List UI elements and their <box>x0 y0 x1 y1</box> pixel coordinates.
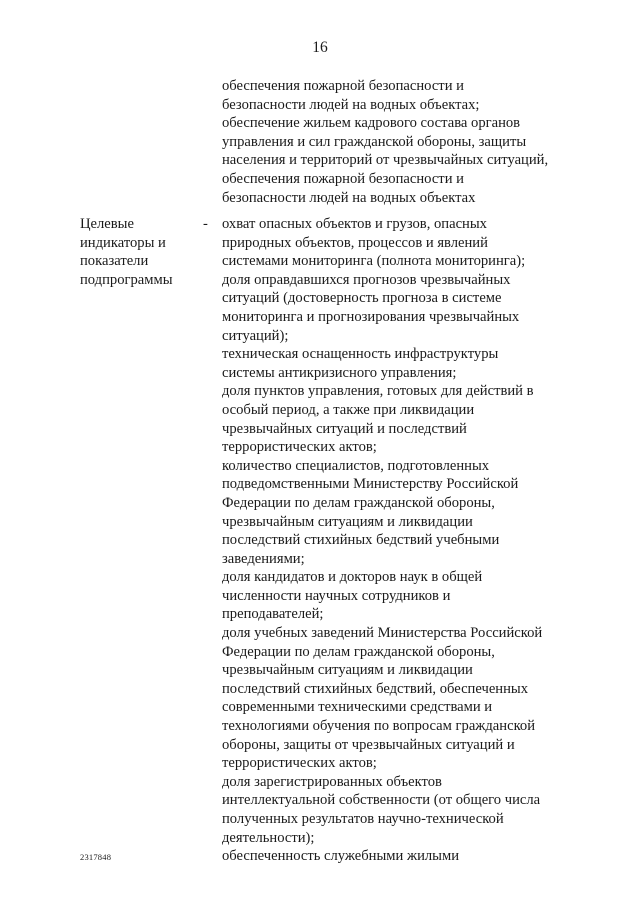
text-line: обеспечения пожарной безопасности и <box>222 170 464 187</box>
content-line: Федерации по делам гражданской обороны, <box>222 494 495 511</box>
document-code: 2317848 <box>80 852 112 862</box>
section-label <box>80 215 200 289</box>
content-line: террористических актов; <box>222 755 377 772</box>
content-line: деятельности); <box>222 829 315 846</box>
content-line: террористических актов; <box>222 439 377 456</box>
content-line: природных объектов, процессов и явлений <box>222 234 488 251</box>
content-line: Федерации по делам гражданской обороны, <box>222 643 495 660</box>
content-line: доля пунктов управления, готовых для действий в <box>222 383 534 400</box>
content-line: чрезвычайным ситуациям и ликвидации <box>222 513 473 530</box>
content-line: доля учебных заведений Министерства Российской <box>222 625 543 642</box>
content-line: ситуаций); <box>222 327 289 344</box>
content-line: чрезвычайных ситуаций и последствий <box>222 420 467 437</box>
content-line: техническая оснащенность инфраструктуры <box>222 346 499 363</box>
content-line: количество специалистов, подготовленных <box>222 457 490 474</box>
content-line: численности научных сотрудников и <box>222 587 451 604</box>
text-line: безопасности людей на водных объектах; <box>222 96 480 113</box>
content-line: подведомственными Министерству Российской <box>222 476 519 493</box>
text-line: обеспечение жильем кадрового состава органов <box>222 115 521 132</box>
content-line: особый период, а также при ликвидации <box>222 401 475 418</box>
content-line: преподавателей; <box>222 606 324 623</box>
content-line: доля кандидатов и докторов наук в общей <box>222 569 483 586</box>
content-line: обеспеченность служебными жилыми <box>222 848 460 865</box>
text-line: безопасности людей на водных объектах <box>222 189 476 206</box>
section-content <box>222 215 612 866</box>
label-line: Целевые <box>80 216 134 232</box>
content-line: системы антикризисного управления; <box>222 364 457 381</box>
content-line: интеллектуальной собственности (от общего числа <box>222 792 541 809</box>
content-line: технологиями обучения по вопросам гражданской <box>222 718 536 735</box>
content-line: современными техническими средствами и <box>222 699 493 716</box>
intro-text-block <box>222 77 612 207</box>
content-line: чрезвычайным ситуациям и ликвидации <box>222 662 473 679</box>
text-line: управления и сил гражданской обороны, защиты <box>222 133 527 150</box>
page-number: 16 <box>312 39 328 56</box>
label-dash: - <box>203 216 208 232</box>
label-line: подпрограммы <box>80 271 173 288</box>
label-line: индикаторы и <box>80 234 166 251</box>
content-line: последствий стихийных бедствий учебными <box>222 532 500 549</box>
content-line: охват опасных объектов и грузов, опасных <box>222 216 487 232</box>
text-line: обеспечения пожарной безопасности и <box>222 78 464 94</box>
content-line: мониторинга и прогнозирования чрезвычайных <box>222 308 520 325</box>
content-line: заведениями; <box>222 550 305 567</box>
text-line: населения и территорий от чрезвычайных ситуаций, <box>222 152 549 169</box>
content-line: последствий стихийных бедствий, обеспеченных <box>222 680 529 697</box>
content-line: обороны, защиты от чрезвычайных ситуаций и <box>222 736 515 753</box>
content-line: полученных результатов научно-технической <box>222 811 504 827</box>
label-line: показатели <box>80 253 149 270</box>
content-line: системами мониторинга (полнота мониторинга); <box>222 253 526 270</box>
content-line: доля оправдавшихся прогнозов чрезвычайных <box>222 271 511 288</box>
content-line: доля зарегистрированных объектов <box>222 773 442 790</box>
content-line: ситуаций (достоверность прогноза в системе <box>222 290 502 307</box>
